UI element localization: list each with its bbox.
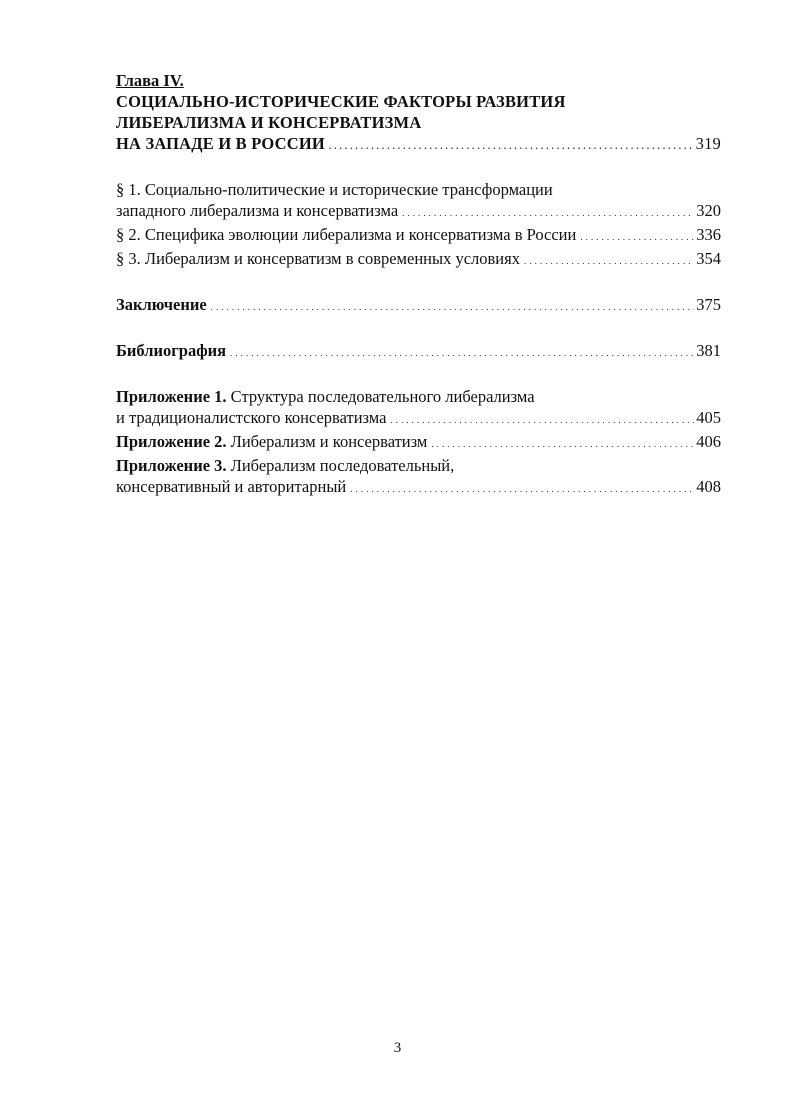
appendix-1-title-cont: и традиционалистского консерватизма xyxy=(116,408,387,427)
dot-leader xyxy=(226,340,694,364)
bibliography-line xyxy=(116,340,721,364)
dot-leader xyxy=(346,476,694,500)
chapter-page-number: 319 xyxy=(695,134,721,153)
dot-leader xyxy=(325,133,694,157)
dot-leader xyxy=(576,224,694,248)
appendix-2-text xyxy=(116,431,427,452)
chapter-title-text: НА ЗАПАДЕ И В РОССИИ xyxy=(116,134,325,153)
section-1-line-2 xyxy=(116,200,721,224)
section-2-line xyxy=(116,224,721,248)
appendix-3-title-cont: консервативный и авторитарный xyxy=(116,477,347,496)
appendix-1-line-2 xyxy=(116,407,721,431)
bibliography-label: Библиография xyxy=(116,341,227,360)
conclusion-page-number: 375 xyxy=(696,295,721,314)
dot-leader xyxy=(207,294,695,318)
appendix-1-page-number: 405 xyxy=(696,408,721,427)
dot-leader xyxy=(386,407,694,431)
appendix-1-title: Структура последовательного либерализма xyxy=(226,387,535,406)
chapter-label: Глава IV. xyxy=(116,71,184,90)
table-of-contents xyxy=(116,70,721,500)
page-number: 3 xyxy=(393,1040,402,1056)
appendix-1-label: Приложение 1. xyxy=(116,387,227,406)
appendix-3-label: Приложение 3. xyxy=(116,456,227,475)
section-2-page-number: 336 xyxy=(696,225,721,244)
dot-leader xyxy=(520,248,694,272)
appendix-3-line-2 xyxy=(116,476,721,500)
chapter-title-line-1: СОЦИАЛЬНО-ИСТОРИЧЕСКИЕ ФАКТОРЫ РАЗВИТИЯ xyxy=(116,92,566,111)
chapter-title-line-2: ЛИБЕРАЛИЗМА И КОНСЕРВАТИЗМА xyxy=(116,113,422,132)
appendix-3-line-1 xyxy=(116,455,721,476)
dot-leader xyxy=(398,200,694,224)
appendix-3-page-number: 408 xyxy=(696,477,721,496)
section-3-page-number: 354 xyxy=(696,249,721,268)
appendix-3-title: Либерализм последовательный, xyxy=(226,456,455,475)
bibliography-page-number: 381 xyxy=(696,341,721,360)
section-3-text: § 3. Либерализм и консерватизм в современных условиях xyxy=(116,249,520,268)
appendix-2-page-number: 406 xyxy=(696,432,721,451)
dot-leader xyxy=(427,431,694,455)
section-1-text: западного либерализма и консерватизма xyxy=(116,201,399,220)
appendix-2-line xyxy=(116,431,721,455)
section-3-line xyxy=(116,248,721,272)
section-1-line-1: § 1. Социально-политические и исторические трансформации xyxy=(116,180,553,199)
section-2-text: § 2. Специфика эволюции либерализма и консерватизма в России xyxy=(116,225,577,244)
chapter-title-line-3 xyxy=(116,133,721,157)
conclusion-line xyxy=(116,294,721,318)
appendix-2-label: Приложение 2. xyxy=(116,432,227,451)
conclusion-label: Заключение xyxy=(116,295,207,314)
appendix-1-line-1 xyxy=(116,386,721,407)
appendix-2-title: Либерализм и консерватизм xyxy=(226,432,428,451)
section-1-page-number: 320 xyxy=(696,201,721,220)
